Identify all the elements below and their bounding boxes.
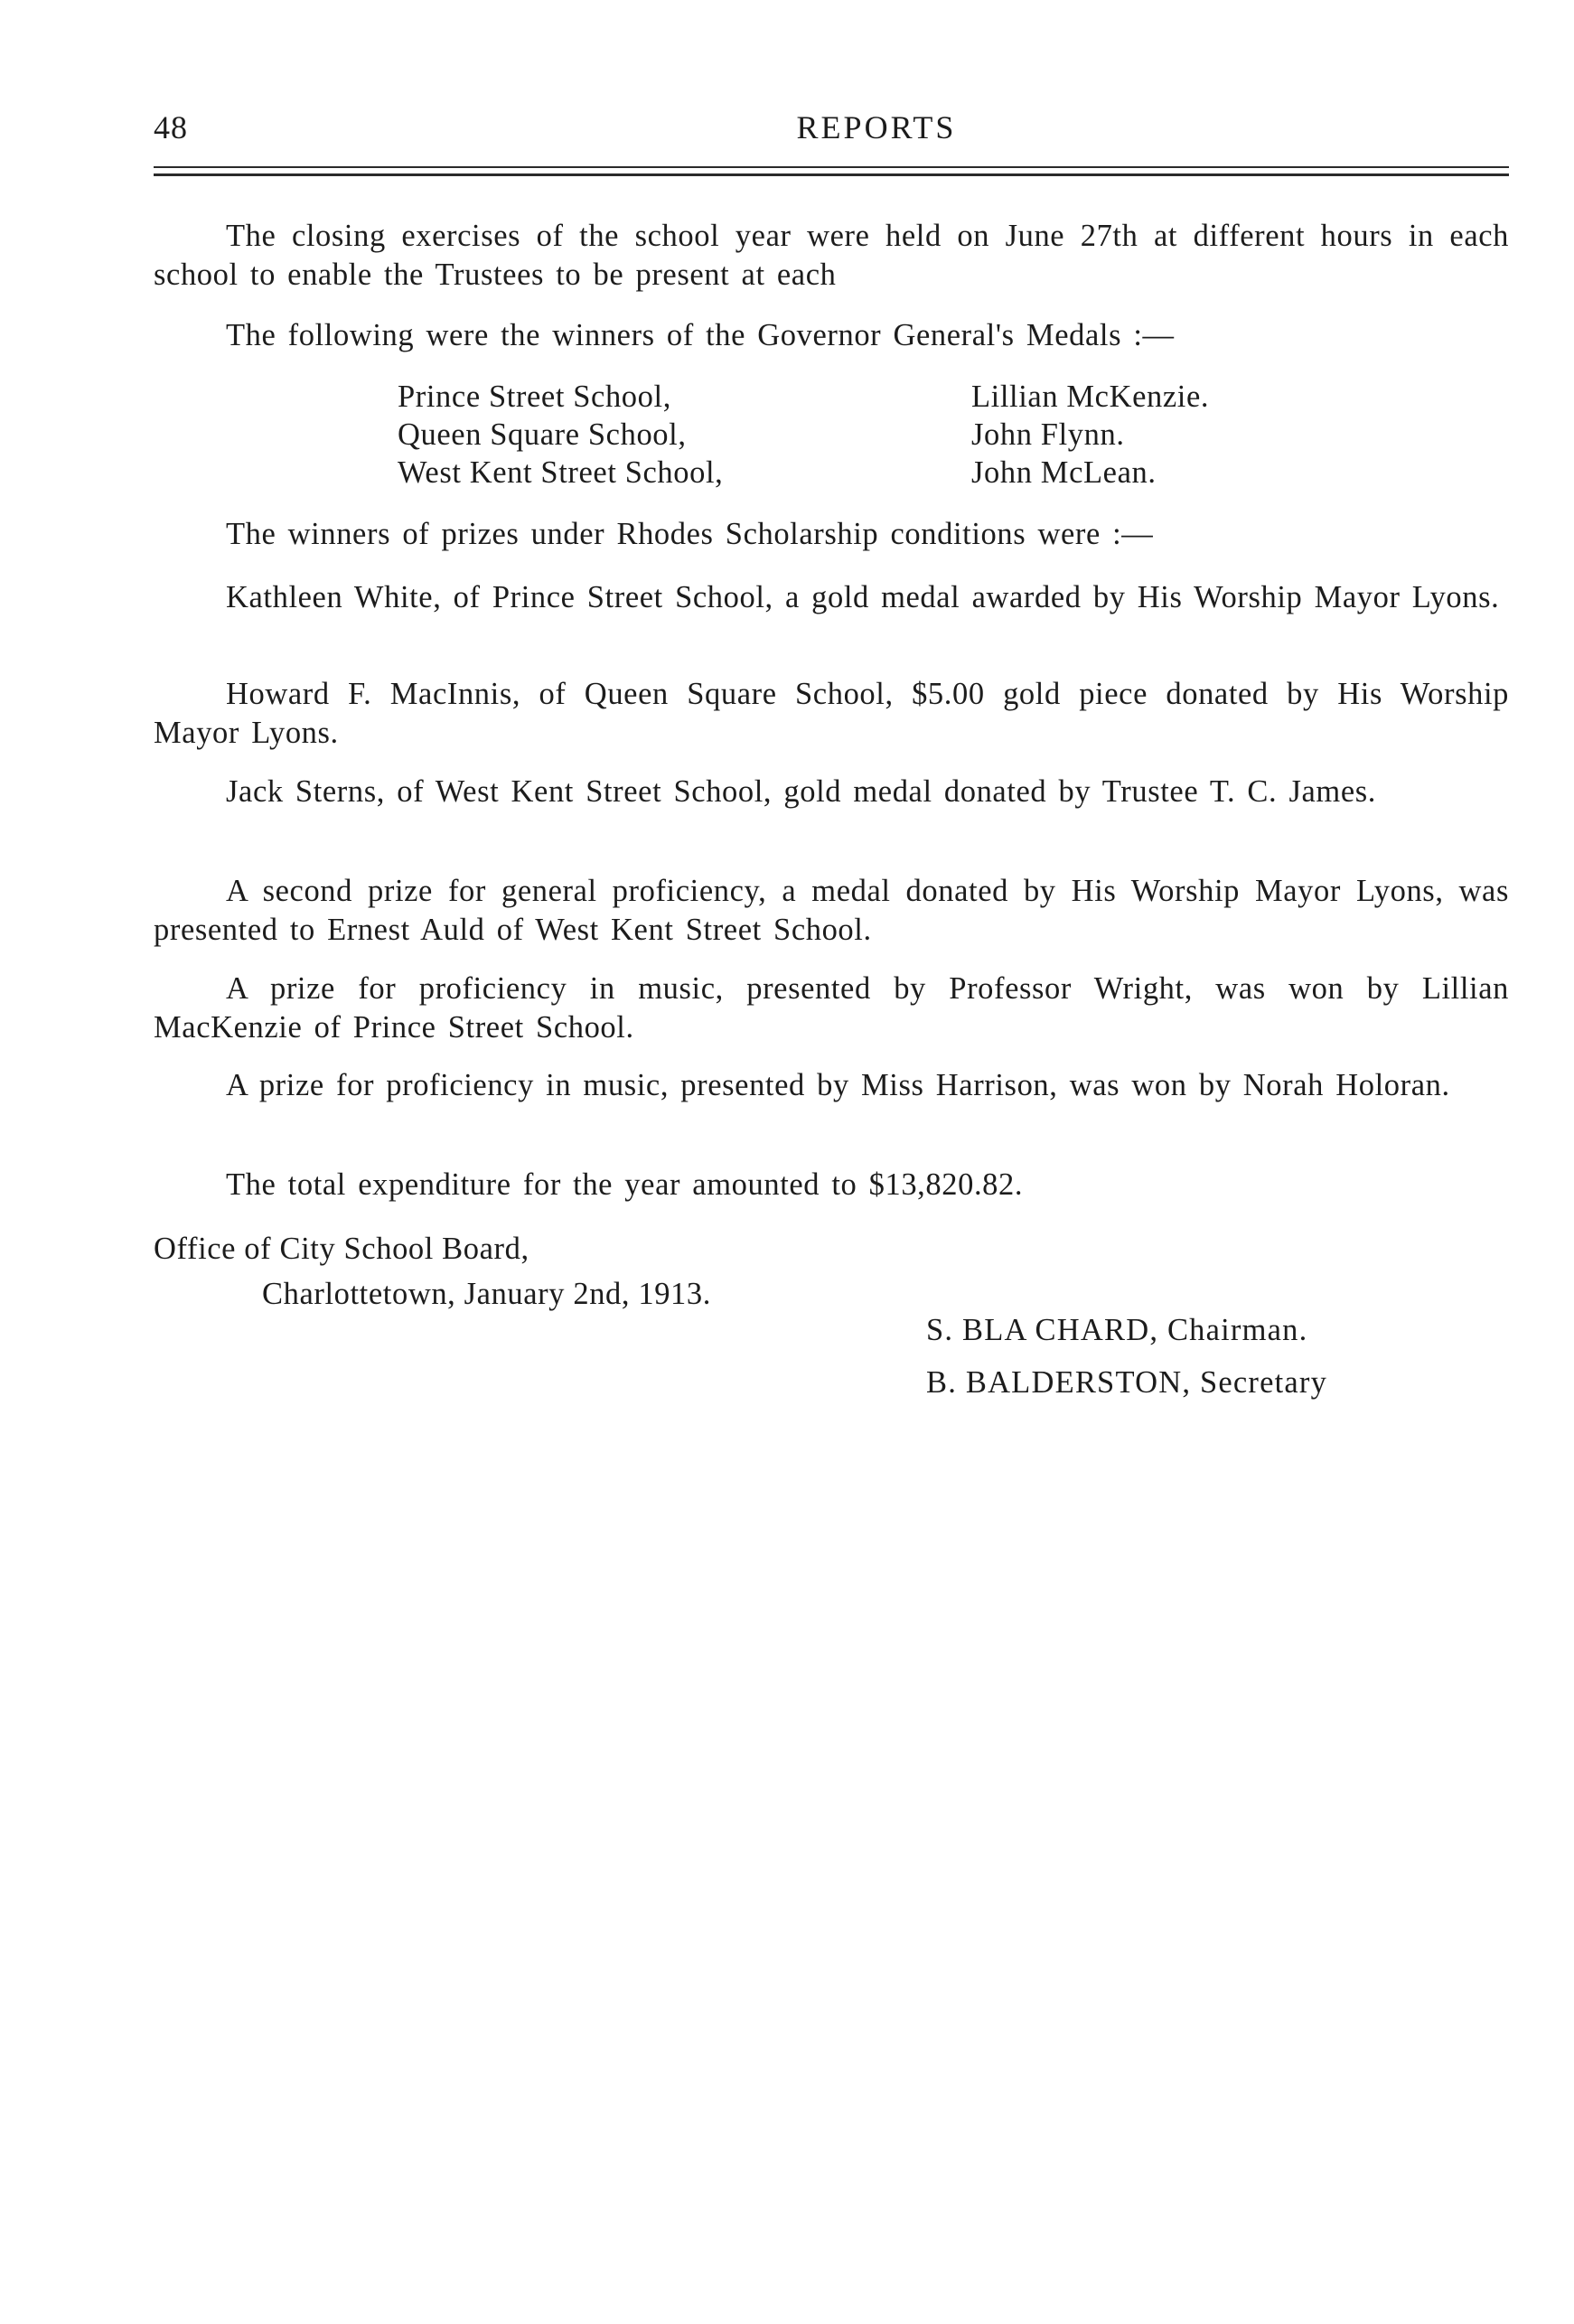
medal-school: Queen Square School, [398, 417, 687, 452]
paragraph-text: Kathleen White, of Prince Street School, a gold medal awarded by His Worship Mayor Lyons. [226, 580, 1500, 614]
list-item [398, 416, 1301, 454]
paragraph-text: The closing exercises of the school year were held on June 27th at different hours in each school to enable the Trustees to be present at each [154, 219, 1509, 292]
header-rule-thick [154, 173, 1509, 176]
paragraph-text: Howard F. MacInnis, of Queen Square School, $5.00 gold piece donated by His Worship Mayor Lyons. [154, 677, 1509, 750]
page-number: 48 [154, 109, 188, 145]
paragraph-text: A prize for proficiency in music, presented by Miss Harrison, was won by Norah Holoran. [226, 1068, 1450, 1102]
signature-secretary: B. BALDERSTON, Secretary [926, 1365, 1328, 1400]
medal-school: West Kent Street School, [398, 455, 724, 490]
paragraph-text: The winners of prizes under Rhodes Scholarship conditions were :— [226, 517, 1154, 551]
paragraph-jack-sterns [154, 773, 1509, 811]
running-title: REPORTS [796, 109, 957, 145]
paragraph-text: Jack Sterns, of West Kent Street School, gold medal donated by Trustee T. C. James. [226, 774, 1377, 809]
paragraph-music-prize-wright [154, 970, 1509, 1047]
paragraph-closing-exercises [154, 217, 1509, 295]
paragraph-total-expenditure [154, 1166, 1509, 1204]
medal-winners-list [398, 378, 1301, 492]
paragraph-text: A prize for proficiency in music, presented by Professor Wright, was won by Lillian MacKenzie of Prince Street School. [154, 971, 1509, 1045]
office-line: Office of City School Board, [154, 1232, 529, 1266]
list-item [398, 454, 1301, 492]
medal-winner: John Flynn. [971, 417, 1125, 452]
paragraph-music-prize-harrison [154, 1066, 1509, 1105]
page-header [154, 108, 1509, 154]
medal-winner: Lillian McKenzie. [971, 380, 1210, 414]
medal-winner: John McLean. [971, 455, 1157, 490]
paragraph-text: A second prize for general proficiency, a medal donated by His Worship Mayor Lyons, was presented to Ernest Auld of West Kent Street School. [154, 874, 1509, 947]
list-item [398, 378, 1301, 416]
paragraph-kathleen-white [154, 578, 1509, 617]
paragraph-rhodes-intro [154, 515, 1509, 554]
paragraph-second-prize [154, 872, 1509, 950]
signature-chairman: S. BLA CHARD, Chairman. [926, 1313, 1308, 1347]
paragraph-medals-intro [154, 316, 1509, 355]
dateline: Charlottetown, January 2nd, 1913. [262, 1277, 711, 1311]
paragraph-text: The following were the winners of the Governor General's Medals :— [226, 318, 1175, 352]
medal-school: Prince Street School, [398, 380, 671, 414]
paragraph-howard-macinnis [154, 675, 1509, 753]
header-rule-thin [154, 166, 1509, 168]
paragraph-text: The total expenditure for the year amounted to $13,820.82. [226, 1167, 1024, 1202]
